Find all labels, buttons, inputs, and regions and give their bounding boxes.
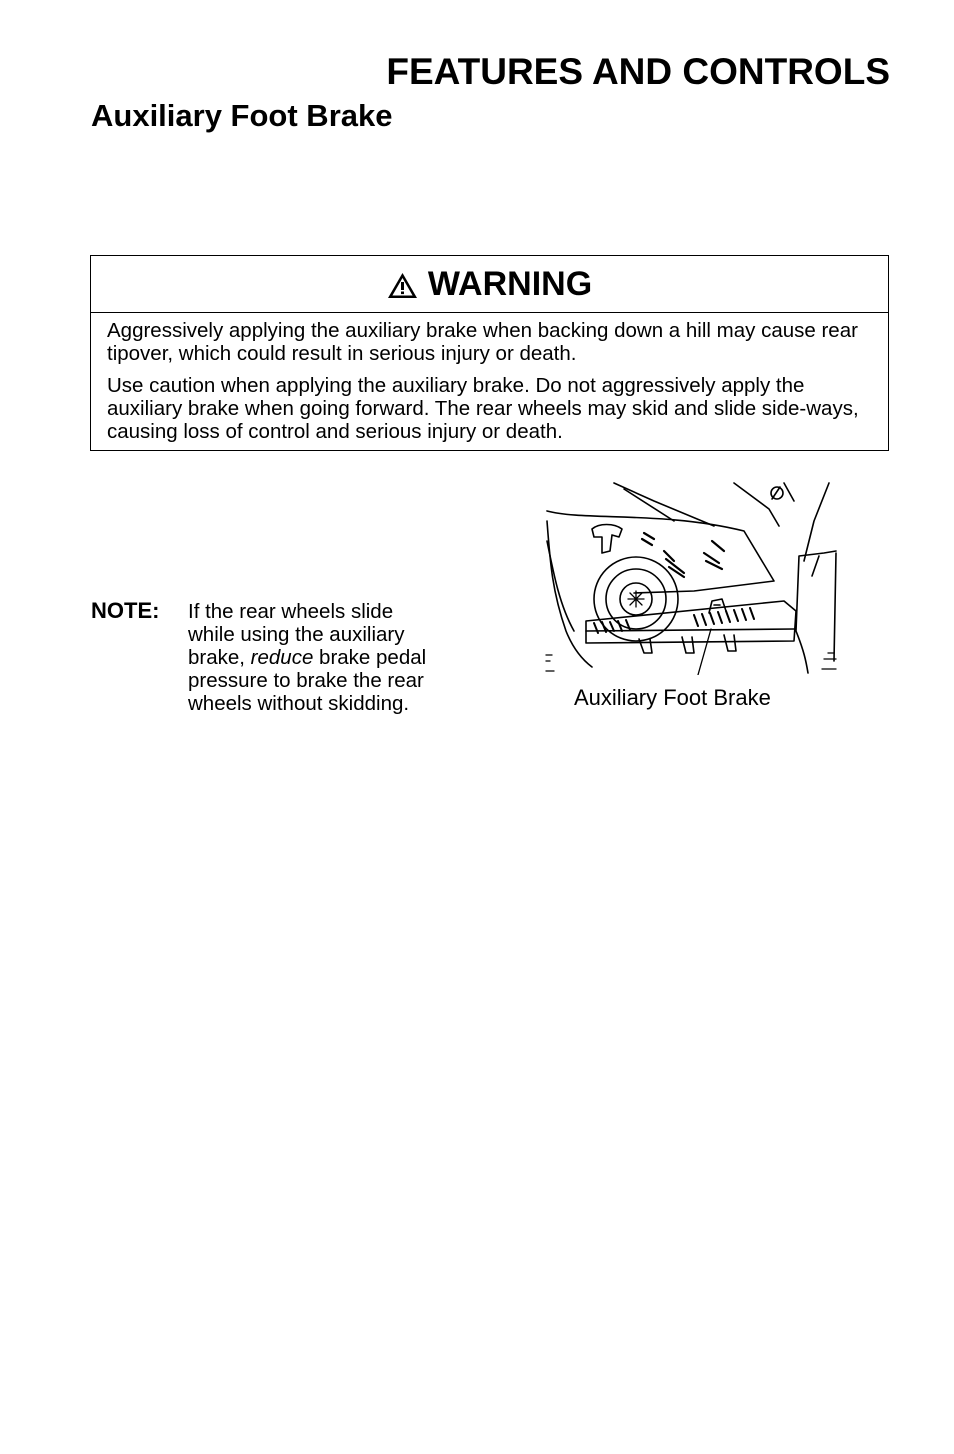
section-title: Auxiliary Foot Brake (91, 98, 393, 133)
warning-title: WARNING (427, 265, 593, 303)
page-header: FEATURES AND CONTROLS (386, 51, 890, 92)
note-label: NOTE: (91, 598, 160, 623)
warning-triangle-icon (387, 270, 418, 299)
brake-illustration (544, 481, 838, 675)
warning-box (90, 255, 889, 451)
figure-caption: Auxiliary Foot Brake (574, 685, 771, 710)
warning-paragraph: Use caution when applying the auxiliary brake. Do not aggressively apply the auxiliary brake when going forward. The rear wheels may skid and slide side-ways, causing loss of control and serious injury or death. (107, 374, 859, 443)
note-text: If the rear wheels slide while using the auxiliary brake, reduce brake pedal pressure to brake the rear wheels without skidding. (188, 600, 427, 715)
warning-body (91, 313, 888, 443)
warning-paragraph: Aggressively applying the auxiliary brake when backing down a hill may cause rear tipover, which could result in serious injury or death. (107, 319, 858, 365)
note-emphasis: reduce (250, 646, 314, 669)
warning-header (91, 256, 888, 313)
